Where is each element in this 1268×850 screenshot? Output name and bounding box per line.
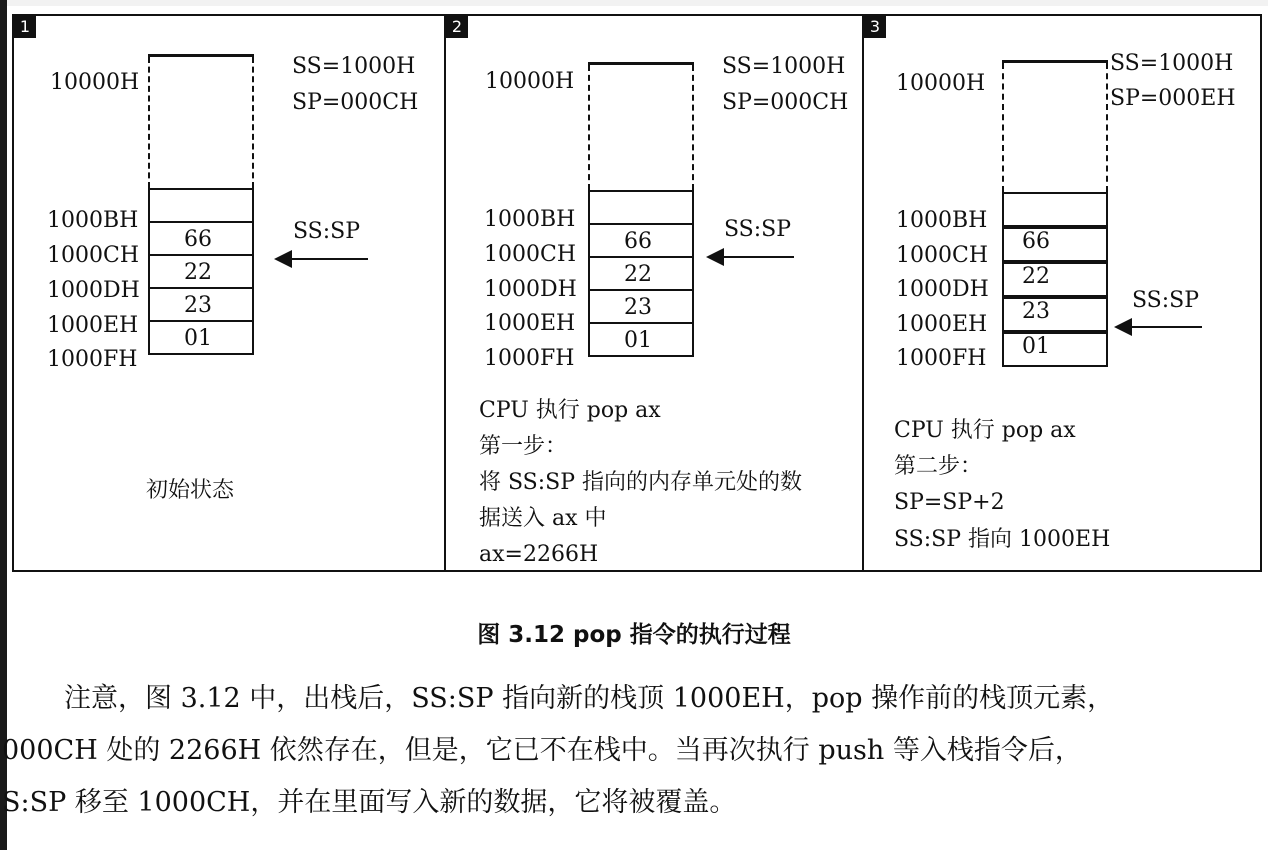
cell-address-label: 1000EH (484, 311, 576, 336)
body-text-line: 注意，图 3.12 中，出栈后，SS:SP 指向新的栈顶 1000EH，pop 操作前的栈顶元素， (64, 683, 1115, 714)
ss-register-value: SS=1000H (1110, 51, 1234, 76)
cell-value: 23 (1022, 299, 1050, 324)
body-text-line: 000CH 处的 2266H 依然存在，但是，它已不在栈中。当再次执行 push 等入栈指令后， (2, 735, 1082, 766)
panel-description-line: 初始状态 (146, 478, 235, 503)
top-address-label: 10000H (896, 71, 986, 96)
page-left-edge (0, 0, 7, 850)
page-top-edge (0, 0, 1268, 6)
stack-pointer-arrow (722, 256, 794, 258)
stack-cell (588, 256, 694, 291)
sp-register-value: SP=000EH (1110, 86, 1236, 111)
stack-cell (148, 287, 254, 322)
stack-cell (1002, 227, 1108, 262)
panel-2 (444, 16, 864, 570)
cell-address-label: 1000EH (896, 312, 988, 337)
cell-address-label: 1000BH (896, 208, 988, 233)
figure-frame (12, 14, 1262, 572)
cell-address-label: 1000FH (484, 346, 575, 371)
stack-pointer-arrow (290, 258, 368, 260)
panel-description-line: CPU 执行 pop ax (479, 398, 661, 423)
panel-description-line: SS:SP 指向 1000EH (894, 527, 1111, 552)
panel-1 (14, 16, 444, 570)
stack-upper-region (1002, 60, 1108, 192)
stack-pointer-label: SS:SP (293, 219, 361, 244)
cell-address-label: 1000CH (896, 243, 989, 268)
stack-pointer-arrow (1130, 326, 1202, 328)
stack-cell (148, 320, 254, 355)
cell-address-label: 1000BH (484, 207, 576, 232)
panel-description-line: CPU 执行 pop ax (894, 418, 1076, 443)
stack-upper-region (148, 54, 254, 188)
stack-cell (1002, 332, 1108, 367)
cell-value: 01 (624, 328, 652, 353)
cell-address-label: 1000CH (484, 242, 577, 267)
arrow-head-icon (706, 248, 724, 266)
cell-address-label: 1000DH (47, 278, 140, 303)
cell-address-label: 1000BH (47, 208, 139, 233)
cell-address-label: 1000EH (47, 313, 139, 338)
panel-description-line: ax=2266H (479, 542, 599, 567)
cell-value: 01 (1022, 334, 1050, 359)
ss-register-value: SS=1000H (722, 54, 846, 79)
cell-value: 01 (184, 326, 212, 351)
arrow-head-icon (274, 250, 292, 268)
cell-address-label: 1000CH (47, 243, 140, 268)
top-address-label: 10000H (485, 69, 575, 94)
cell-value: 22 (624, 262, 652, 287)
cell-value: 23 (184, 293, 212, 318)
sp-register-value: SP=000CH (292, 90, 419, 115)
stack-cell (588, 190, 694, 225)
ss-register-value: SS=1000H (292, 54, 416, 79)
stack-pointer-label: SS:SP (724, 217, 792, 242)
figure-caption: 图 3.12 pop 指令的执行过程 (477, 622, 791, 648)
panel-number-badge: 1 (14, 16, 36, 38)
panel-description-line: 将 SS:SP 指向的内存单元处的数 (479, 470, 803, 495)
stack-cell (148, 254, 254, 289)
stack-cell (148, 188, 254, 223)
stack-cell (1002, 262, 1108, 297)
stack-cell (588, 223, 694, 258)
stack-cell (148, 221, 254, 256)
top-address-label: 10000H (50, 70, 140, 95)
cell-value: 23 (624, 295, 652, 320)
cell-address-label: 1000DH (484, 277, 577, 302)
panel-number-badge: 3 (864, 16, 886, 38)
cell-value: 66 (184, 227, 212, 252)
stack-cell (588, 322, 694, 357)
stack-cell (588, 289, 694, 324)
sp-register-value: SP=000CH (722, 90, 849, 115)
panel-description-line: 第二步： (894, 454, 983, 479)
cell-value: 22 (184, 260, 212, 285)
cell-address-label: 1000FH (47, 347, 138, 372)
cell-value: 22 (1022, 264, 1050, 289)
stack-pointer-label: SS:SP (1132, 288, 1200, 313)
body-text-line: S:SP 移至 1000CH，并在里面写入新的数据，它将被覆盖。 (2, 787, 737, 818)
panel-description-line: 据送入 ax 中 (479, 506, 607, 531)
panel-description-line: SP=SP+2 (894, 490, 1005, 515)
arrow-head-icon (1114, 318, 1132, 336)
cell-value: 66 (624, 229, 652, 254)
panel-description-line: 第一步： (479, 434, 568, 459)
cell-address-label: 1000FH (896, 346, 987, 371)
panel-number-badge: 2 (446, 16, 468, 38)
cell-value: 66 (1022, 229, 1050, 254)
stack-upper-region (588, 62, 694, 190)
stack-cell (1002, 192, 1108, 227)
cell-address-label: 1000DH (896, 277, 989, 302)
panel-3 (862, 16, 1262, 570)
stack-cell (1002, 297, 1108, 332)
